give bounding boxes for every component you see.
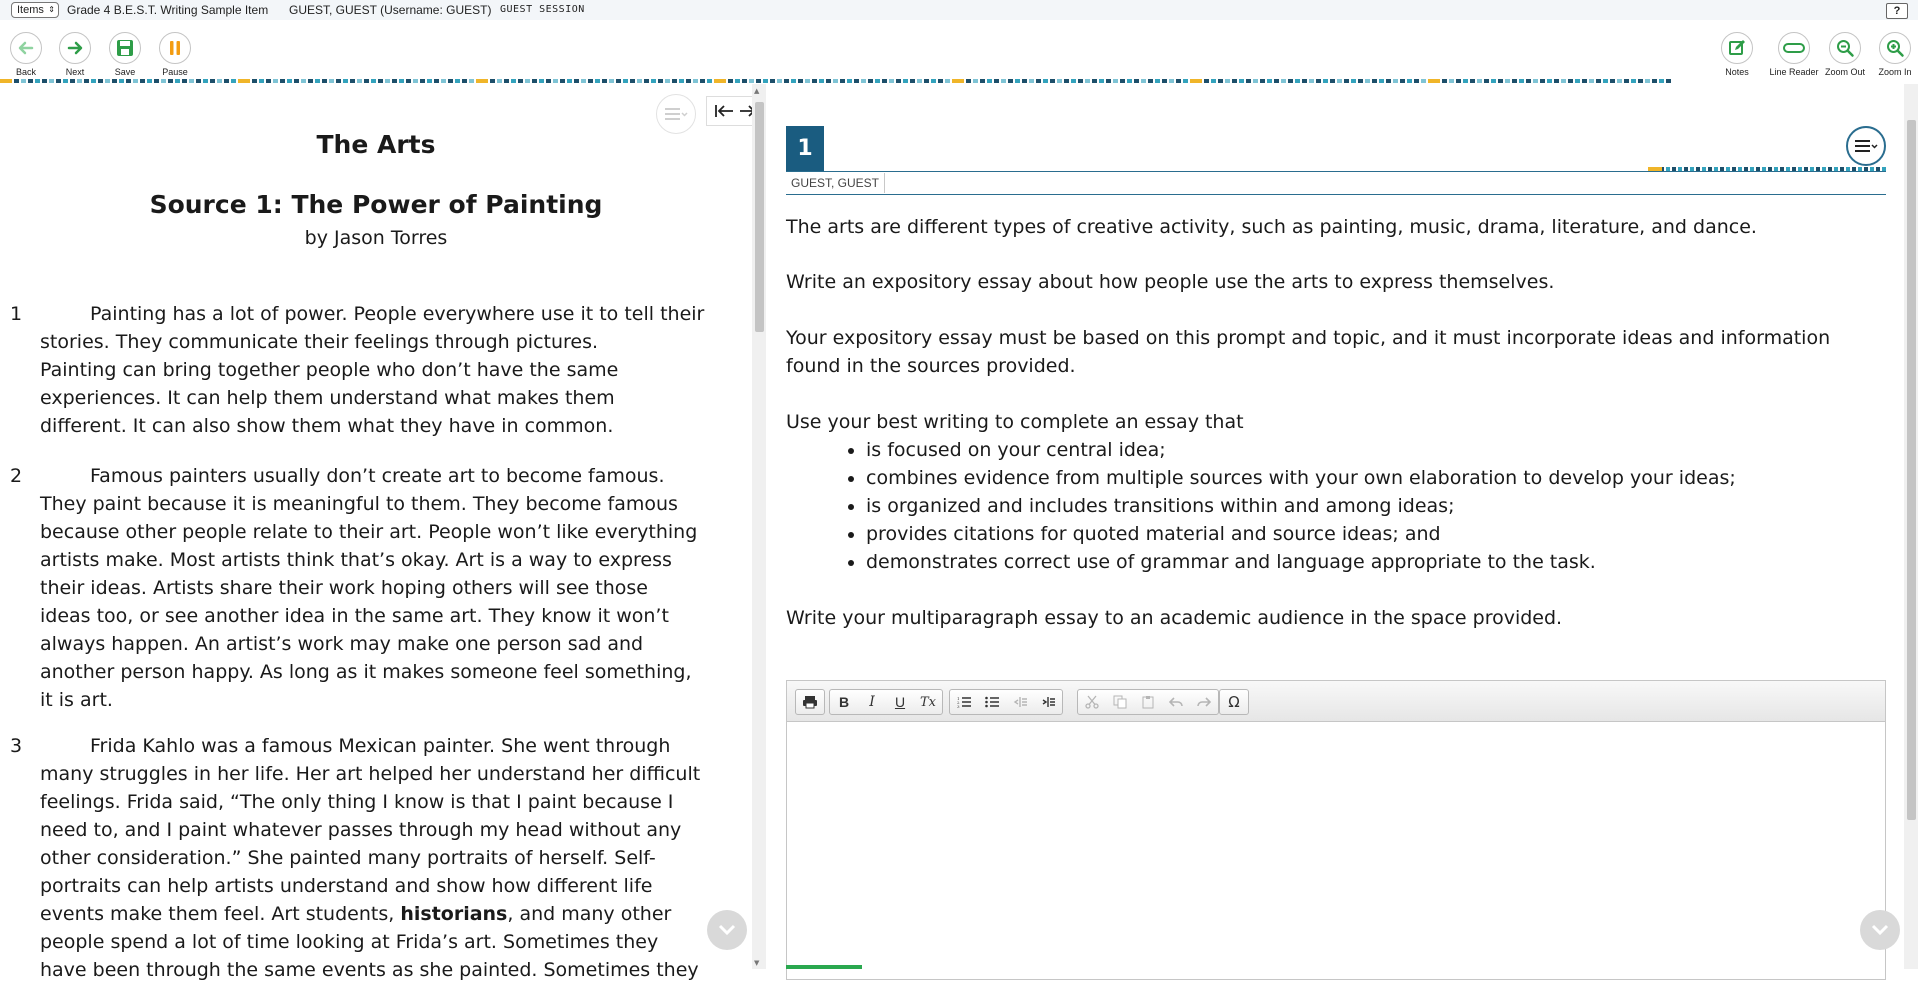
question-stem-line: Write an expository essay about how people use the arts to express themselves. — [786, 271, 1555, 293]
back-button[interactable] — [1, 32, 51, 77]
text-line: because other people relate to their art. People won’t like everything — [40, 521, 698, 543]
line-text: events make them feel. Art students, — [40, 903, 395, 925]
criteria-item: • is organized and includes transitions within and among ideas; — [866, 492, 1896, 520]
svg-text:1: 1 — [957, 696, 960, 701]
scroll-up-arrow-icon[interactable]: ▲ — [754, 87, 760, 95]
line-reader-icon — [1783, 42, 1805, 54]
essay-text-area[interactable] — [787, 722, 1885, 979]
chevron-down-icon — [1870, 923, 1890, 937]
text-line: people spend a lot of time looking at Frida’s art. Sometimes they — [40, 931, 659, 953]
text-line — [40, 462, 742, 490]
progress-marker — [476, 79, 488, 83]
print-icon — [802, 695, 818, 709]
student-name: GUEST, GUEST — [786, 173, 885, 193]
text-line: feelings. Frida said, “The only thing I know is that I paint because I — [40, 791, 674, 813]
indent-button[interactable] — [1034, 690, 1062, 714]
passage-paragraph — [40, 732, 742, 984]
format-group — [829, 689, 943, 715]
text-line: artists make. Most artists think that’s okay. Art is a way to express — [40, 549, 672, 571]
outdent-icon — [1013, 696, 1027, 708]
special-character-button[interactable]: Ω — [1228, 693, 1240, 711]
progress-marker — [1190, 79, 1202, 83]
question-scroll-down-button[interactable] — [1860, 910, 1900, 950]
paste-button[interactable] — [1134, 690, 1162, 714]
save-label: Save — [114, 67, 136, 77]
text-line: need to, and I paint whatever passes through my head without any — [40, 819, 682, 841]
scroll-thumb[interactable] — [755, 102, 764, 332]
text-line: ideas too, or see another idea in the same art. They know it won’t — [40, 605, 669, 627]
editor-focus-indicator — [786, 965, 862, 969]
question-number: 1 — [786, 126, 824, 172]
indent-icon — [1041, 696, 1055, 708]
underline-button[interactable]: U — [894, 694, 906, 710]
progress-marker — [714, 79, 726, 83]
session-id: GUEST SESSION — [500, 4, 585, 15]
passage-scroll-down-button[interactable] — [707, 910, 747, 950]
back-label: Back — [15, 67, 36, 77]
text-line — [40, 732, 742, 760]
collapse-left-arrow-icon[interactable] — [713, 103, 735, 119]
line-reader-label: Line Reader — [1769, 67, 1819, 77]
svg-text:3: 3 — [957, 704, 960, 709]
cut-button[interactable] — [1078, 690, 1106, 714]
zoom-in-circle — [1879, 32, 1911, 64]
passage-paragraph — [40, 462, 742, 714]
copy-button[interactable] — [1106, 690, 1134, 714]
question-divider — [786, 171, 1886, 172]
line-text: Painting has a lot of power. People everywhere use it to tell their — [90, 303, 705, 325]
line-reader-circle — [1778, 32, 1810, 64]
pause-label: Pause — [162, 67, 188, 77]
items-dropdown[interactable] — [11, 2, 59, 18]
passage-paragraph — [40, 300, 742, 440]
question-stem-line: Use your best writing to complete an essay that — [786, 411, 1244, 433]
text-line: always happen. An artist’s work may make one person sad and — [40, 633, 644, 655]
next-button[interactable] — [50, 32, 100, 77]
back-circle — [10, 32, 42, 64]
text-line: their ideas. Artists share their work hoping others will see those — [40, 577, 648, 599]
text-line: another person happy. As long as it makes someone feel something, — [40, 661, 692, 683]
text-line: different. It can also show them what they have in common. — [40, 415, 614, 437]
hamburger-menu-icon — [663, 105, 689, 123]
zoom-in-button[interactable] — [1870, 32, 1920, 77]
top-bar — [0, 0, 1918, 21]
next-label: Next — [65, 67, 85, 77]
source-title: Source 1: The Power of Painting — [149, 190, 603, 219]
text-line: have been through the same events as she painted. Sometimes they — [40, 959, 699, 981]
progress-marker — [1428, 79, 1440, 83]
zoom-out-circle — [1829, 32, 1861, 64]
criteria-item: • demonstrates correct use of grammar and language appropriate to the task. — [866, 548, 1896, 576]
question-menu-button[interactable] — [1846, 126, 1886, 166]
paragraph-number: 2 — [10, 465, 23, 487]
progress-strip — [0, 79, 1672, 83]
save-circle — [109, 32, 141, 64]
chevron-down-icon — [717, 923, 737, 937]
text-line: experiences. It can help them understand what makes them — [40, 387, 615, 409]
line-text: Frida Kahlo was a famous Mexican painter. She went through — [90, 735, 671, 757]
test-name: Grade 4 B.E.S.T. Writing Sample Item — [67, 3, 269, 17]
passage-byline: by Jason Torres — [304, 227, 448, 249]
hamburger-menu-icon — [1853, 137, 1879, 155]
updown-chevron-icon: ⇕ — [48, 5, 55, 14]
next-circle — [59, 32, 91, 64]
progress-marker — [952, 79, 964, 83]
pause-circle — [159, 32, 191, 64]
criteria-item: • is focused on your central idea; — [866, 436, 1896, 464]
text-line: Painting can bring together people who don’t have the same — [40, 359, 619, 381]
text-line: it is art. — [40, 689, 113, 711]
print-button[interactable] — [796, 690, 824, 714]
progress-marker — [0, 79, 12, 83]
notes-pencil-icon — [1728, 39, 1746, 57]
editor-toolbar — [787, 681, 1885, 722]
zoom-out-label: Zoom Out — [1824, 67, 1865, 77]
line-text: , and many other — [507, 903, 672, 925]
zoom-in-icon — [1886, 39, 1904, 57]
text-line: stories. They communicate their feelings through pictures. — [40, 331, 599, 353]
text-line — [40, 300, 742, 328]
bold-button[interactable]: B — [838, 694, 850, 710]
numbered-list-icon — [957, 696, 971, 708]
pause-icon — [166, 39, 184, 57]
scroll-thumb[interactable] — [1907, 120, 1916, 820]
passage-pane — [0, 84, 752, 981]
redo-arrow-icon — [1197, 696, 1211, 708]
text-line — [40, 900, 742, 928]
zoom-in-label: Zoom In — [1878, 67, 1912, 77]
bullet-list — [786, 436, 1896, 576]
special-char-group — [1219, 689, 1249, 715]
glossary-word[interactable]: historians — [400, 903, 508, 925]
zoom-out-icon — [1836, 39, 1854, 57]
essay-editor — [786, 680, 1886, 980]
question-closing: Write your multiparagraph essay to an academic audience in the space provided. — [786, 607, 1563, 629]
bullet-list-icon — [985, 696, 999, 708]
pause-button[interactable] — [150, 32, 200, 77]
next-arrow-icon — [65, 38, 85, 58]
passage-scrollbar[interactable] — [752, 84, 766, 969]
question-stem-line: Your expository essay must be based on this prompt and topic, and it must incorporate ideas and information — [786, 327, 1831, 349]
clear-format-button[interactable]: Tx — [919, 694, 936, 710]
scroll-down-arrow-icon[interactable]: ▼ — [754, 959, 760, 967]
passage-menu-button[interactable] — [656, 94, 696, 134]
bullet-list-button[interactable] — [978, 690, 1006, 714]
print-group — [795, 689, 825, 715]
help-button[interactable]: ? — [1886, 3, 1908, 19]
criteria-item: • combines evidence from multiple sources with your own elaboration to develop your ideas; — [866, 464, 1896, 492]
user-name: GUEST, GUEST (Username: GUEST) — [289, 3, 492, 17]
back-arrow-icon — [16, 38, 36, 58]
progress-marker — [238, 79, 250, 83]
notes-circle — [1721, 32, 1753, 64]
criteria-item: • provides citations for quoted material and source ideas; and — [866, 520, 1896, 548]
clipboard-group — [1077, 689, 1219, 715]
criteria-list — [786, 436, 1896, 576]
paragraph-number: 3 — [10, 735, 23, 757]
save-disk-icon — [116, 39, 134, 57]
copy-icon — [1113, 695, 1127, 709]
text-line: other consideration.” She painted many portraits of herself. Self- — [40, 847, 656, 869]
notes-button[interactable] — [1712, 32, 1762, 77]
question-stem-line: The arts are different types of creative activity, such as painting, music, drama, literature, and dance. — [786, 216, 1757, 238]
paragraph-number: 1 — [10, 303, 23, 325]
italic-button[interactable]: I — [869, 694, 875, 710]
paste-clipboard-icon — [1141, 695, 1155, 709]
outdent-button[interactable] — [1006, 690, 1034, 714]
line-reader-button[interactable] — [1766, 32, 1822, 77]
toolbar — [0, 20, 1918, 82]
question-divider — [786, 194, 1886, 195]
cut-scissors-icon — [1085, 695, 1099, 709]
line-text: Famous painters usually don’t create art to become famous. — [90, 465, 665, 487]
passage-title: The Arts — [316, 130, 436, 159]
list-group — [949, 689, 1063, 715]
question-stem-line: found in the sources provided. — [786, 355, 1076, 377]
text-line: portraits can help artists understand and show how different life — [40, 875, 653, 897]
save-button[interactable] — [100, 32, 150, 77]
undo-arrow-icon — [1169, 696, 1183, 708]
question-scrollbar[interactable] — [1904, 84, 1918, 969]
text-line: They paint because it is meaningful to them. They become famous — [40, 493, 678, 515]
redo-button[interactable] — [1190, 690, 1218, 714]
notes-label: Notes — [1725, 67, 1749, 77]
svg-text:2: 2 — [957, 700, 960, 705]
zoom-out-button[interactable] — [1820, 32, 1870, 77]
text-line: many struggles in her life. Her art helped her understand her difficult — [40, 763, 701, 785]
numbered-list-button[interactable] — [950, 690, 978, 714]
items-dropdown-label: Items — [17, 4, 44, 16]
undo-button[interactable] — [1162, 690, 1190, 714]
